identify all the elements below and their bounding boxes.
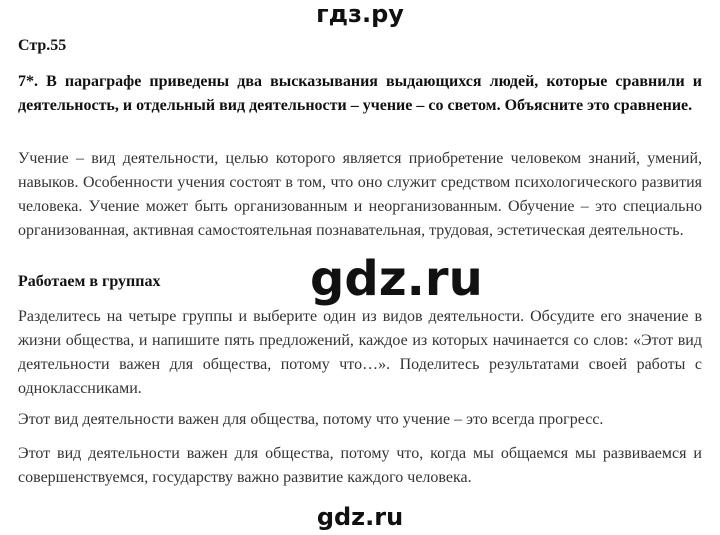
watermark-middle: gdz.ru [310,251,483,307]
site-header-logo: гдз.ру [316,0,404,28]
page-reference: Стр.55 [18,37,67,54]
task-question: 7*. В параграфе приведены два высказывания выдающихся людей, которые сравнили и деятельность, и отдельный вид деятельности – учение – со светом. Объясните это сравнение. [18,73,702,114]
section-heading: Работаем в группах [18,273,161,290]
answer-paragraph-3: Этот вид деятельности важен для общества, потому что, когда мы общаемся мы развиваемся и совершенствуемся, государству важно развитие каждого человека. [18,445,702,486]
answer-paragraph-1: Учение – вид деятельности, целью которого является приобретение человеком знаний, умений, навыков. Особенности учения состоят в том, что оно служит средством психологического развития человека. Учение может быть организованным и неорганизованным. Обучение – это специально организованная, активная самостоятельная познавательная, трудовая, эстетическая деятельность. [18,150,702,239]
answer-paragraph-2: Этот вид деятельности важен для общества, потому что учение – это всегда прогресс. [18,411,604,428]
group-instructions: Разделитесь на четыре группы и выберите один из видов деятельности. Обсудите его значение в жизни общества, и напишите пять предложений, каждое из которых начинается со слов: «Этот вид деятельности важен для общества, потому что…». Поделитесь результатами своей работы с одноклассниками. [18,308,702,397]
watermark-bottom: gdz.ru [316,503,404,531]
